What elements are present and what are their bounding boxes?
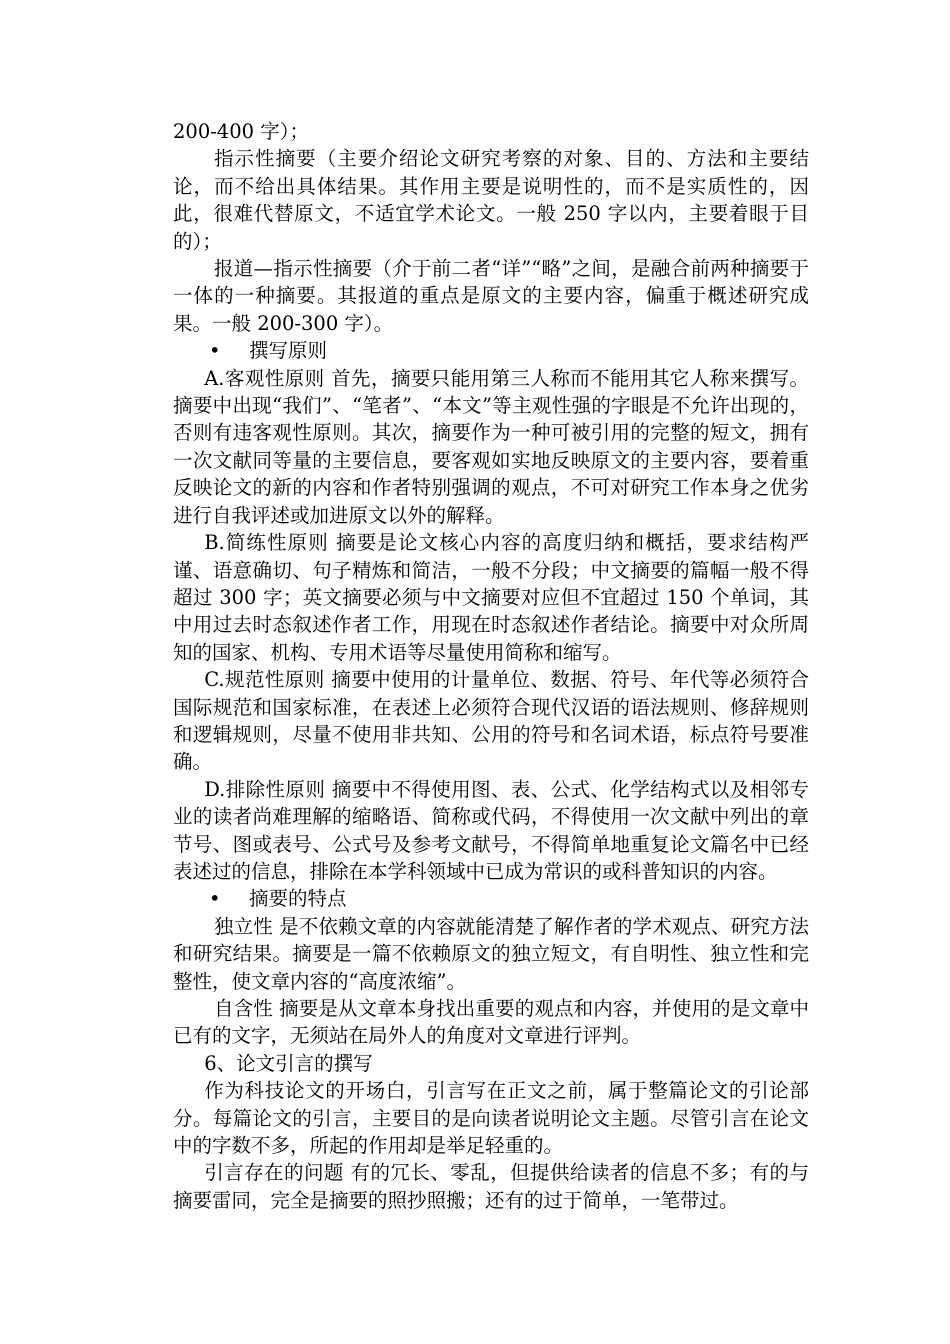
document-page xyxy=(173,118,809,1214)
bullet-icon: • xyxy=(209,887,221,911)
paragraph-introduction-purpose: 作为科技论文的开场白，引言写在正文之前，属于整篇论文的引论部分。每篇论文的引言，主要目的是向读者说明论文主题。尽管引言在论文中的字数不多，所起的作用却是举足轻重的。 xyxy=(173,1079,809,1158)
bullet-icon: • xyxy=(209,339,221,363)
paragraph-introduction-problems: 引言存在的问题 有的冗长、零乱，但提供给读者的信息不多；有的与摘要雷同，完全是摘要的照抄照搬；还有的过于简单，一笔带过。 xyxy=(173,1161,809,1212)
section-heading-introduction: 6、论文引言的撰写 xyxy=(204,1051,373,1075)
bullet-writing-principles xyxy=(173,337,809,364)
bullet-label: 撰写原则 xyxy=(249,339,328,363)
paragraph-principle-c: C.规范性原则 摘要中使用的计量单位、数据、符号、年代等必须符合国际规范和国家标准，在表述上必须符合现代汉语的语法规则、修辞规则和逻辑规则，尽量不使用非共知、公用的符号和名词术语，标点符号要准确。 xyxy=(173,668,809,774)
bullet-label: 摘要的特点 xyxy=(249,887,347,911)
paragraph-indicative-abstract: 指示性摘要（主要介绍论文研究考察的对象、目的、方法和主要结论，而不给出具体结果。其作用主要是说明性的，而不是实质性的，因此，很难代替原文，不适宜学术论文。一般 250 字以内，主要着眼于目的）； xyxy=(173,147,809,253)
bullet-abstract-features xyxy=(173,885,809,912)
paragraph-self-containment: 自含性 摘要是从文章本身找出重要的观点和内容，并使用的是文章中已有的文字，无须站在局外人的角度对文章进行评判。 xyxy=(173,997,809,1048)
paragraph-independence: 独立性 是不依赖文章的内容就能清楚了解作者的学术观点、研究方法和研究结果。摘要是一篇不依赖原文的独立短文，有自明性、独立性和完整性，使文章内容的“高度浓缩”。 xyxy=(173,914,809,993)
paragraph-informative-indicative-abstract: 报道—指示性摘要（介于前二者“详”“略”之间，是融合前两种摘要于一体的一种摘要。其报道的重点是原文的主要内容，偏重于概述研究成果。一般 200-300 字）。 xyxy=(173,257,809,335)
paragraph-principle-a: A.客观性原则 首先，摘要只能用第三人称而不能用其它人称来撰写。摘要中出现“我们”、“笔者”、“本文”等主观性强的字眼是不允许出现的，否则有违客观性原则。其次，摘要作为一种可被引用的完整的短文，拥有一次文献同等量的主要信息，要客观如实地反映原文的主要内容，要着重反映论文的新的内容和作者特别强调的观点，不可对研究工作本身之优劣进行自我评述或加进原文以外的解释。 xyxy=(173,366,809,527)
paragraph-principle-b: B.简练性原则 摘要是论文核心内容的高度归纳和概括，要求结构严谨、语意确切、句子精炼和简洁，一般不分段；中文摘要的篇幅一般不得超过 300 字；英文摘要必须与中文摘要对应但不宜超过 150 个单词，其中用过去时态叙述作者工作，用现在时态叙述作者结论。摘要中对众所周知的国家、机构、专用术语等尽量使用简称和缩写。 xyxy=(173,531,809,664)
paragraph-principle-d: D.排除性原则 摘要中不得使用图、表、公式、化学结构式以及相邻专业的读者尚难理解的缩略语、简称或代码，不得使用一次文献中列出的章节号、图或表号、公式号及参考文献号，不得简单地重复论文篇名中已经表述过的信息，排除在本学科领域中已成为常识的或科普知识的内容。 xyxy=(173,777,809,883)
paragraph-continuation: 200-400 字）； xyxy=(173,120,309,143)
